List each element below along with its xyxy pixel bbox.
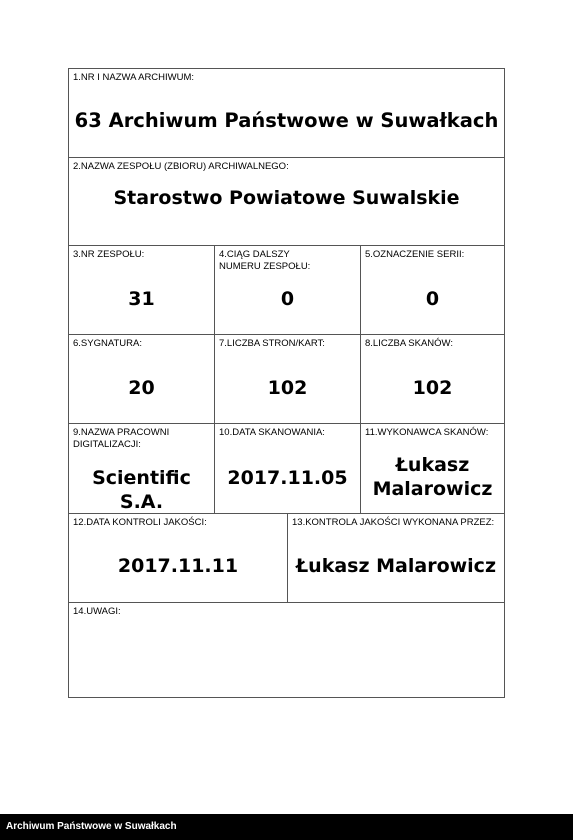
field-series-label: 5.OZNACZENIE SERII: — [365, 249, 465, 260]
field-digitization-lab-value: Scientific S.A. — [92, 467, 191, 513]
field-fonds-number-continued-label: 4.CIĄG DALSZY NUMERU ZESPOŁU: — [219, 249, 311, 272]
field-fonds-number-continued-value: 0 — [280, 288, 295, 310]
footer-text: Archiwum Państwowe w Suwałkach — [6, 821, 177, 832]
field-fonds-number-continued — [214, 245, 361, 335]
field-page-count-label: 7.LICZBA STRON/KART: — [219, 338, 325, 349]
field-remarks — [68, 602, 505, 698]
field-qc-date-value: 2017.11.11 — [117, 555, 239, 577]
field-scan-date-label: 10.DATA SKANOWANIA: — [219, 427, 325, 438]
field-digitization-lab — [68, 423, 215, 514]
field-signature — [68, 334, 215, 424]
field-series-value: 0 — [425, 288, 440, 310]
field-series — [360, 245, 505, 335]
field-scan-operator — [360, 423, 505, 514]
field-digitization-lab-label: 9.NAZWA PRACOWNI DIGITALIZACJI: — [73, 427, 170, 450]
footer-bar — [0, 814, 573, 840]
field-qc-performed-by-value: Łukasz Malarowicz — [295, 555, 497, 577]
field-archive-label: 1.NR I NAZWA ARCHIWUM: — [73, 72, 195, 83]
field-fonds-name-label: 2.NAZWA ZESPOŁU (ZBIORU) ARCHIWALNEGO: — [73, 161, 289, 172]
field-fonds-number — [68, 245, 215, 335]
field-remarks-label: 14.UWAGI: — [73, 606, 121, 617]
field-fonds-number-value: 31 — [128, 288, 155, 310]
field-page-count-value: 102 — [267, 377, 308, 399]
field-scan-date — [214, 423, 361, 514]
field-fonds-name — [68, 157, 505, 246]
field-signature-label: 6.SYGNATURA: — [73, 338, 142, 349]
field-qc-performed-by-label: 13.KONTROLA JAKOŚCI WYKONANA PRZEZ: — [292, 517, 495, 528]
field-scan-count-label: 8.LICZBA SKANÓW: — [365, 338, 453, 349]
field-scan-operator-value-line1: Łukasz — [395, 454, 470, 476]
field-fonds-number-label: 3.NR ZESPOŁU: — [73, 249, 145, 260]
field-archive-value: 63 Archiwum Państwowe w Suwałkach — [74, 109, 499, 132]
field-scan-operator-label: 11.WYKONAWCA SKANÓW: — [365, 427, 489, 438]
field-fonds-name-value: Starostwo Powiatowe Suwalskie — [113, 187, 460, 209]
field-scan-count — [360, 334, 505, 424]
field-scan-count-value: 102 — [412, 377, 453, 399]
field-qc-date — [68, 513, 288, 603]
field-scan-operator-value-line2: Malarowicz — [372, 478, 493, 500]
field-page-count — [214, 334, 361, 424]
field-scan-date-value: 2017.11.05 — [227, 467, 348, 489]
field-qc-date-label: 12.DATA KONTROLI JAKOŚCI: — [73, 517, 207, 528]
field-archive — [68, 68, 505, 158]
field-qc-performed-by — [287, 513, 505, 603]
field-signature-value: 20 — [128, 377, 155, 399]
